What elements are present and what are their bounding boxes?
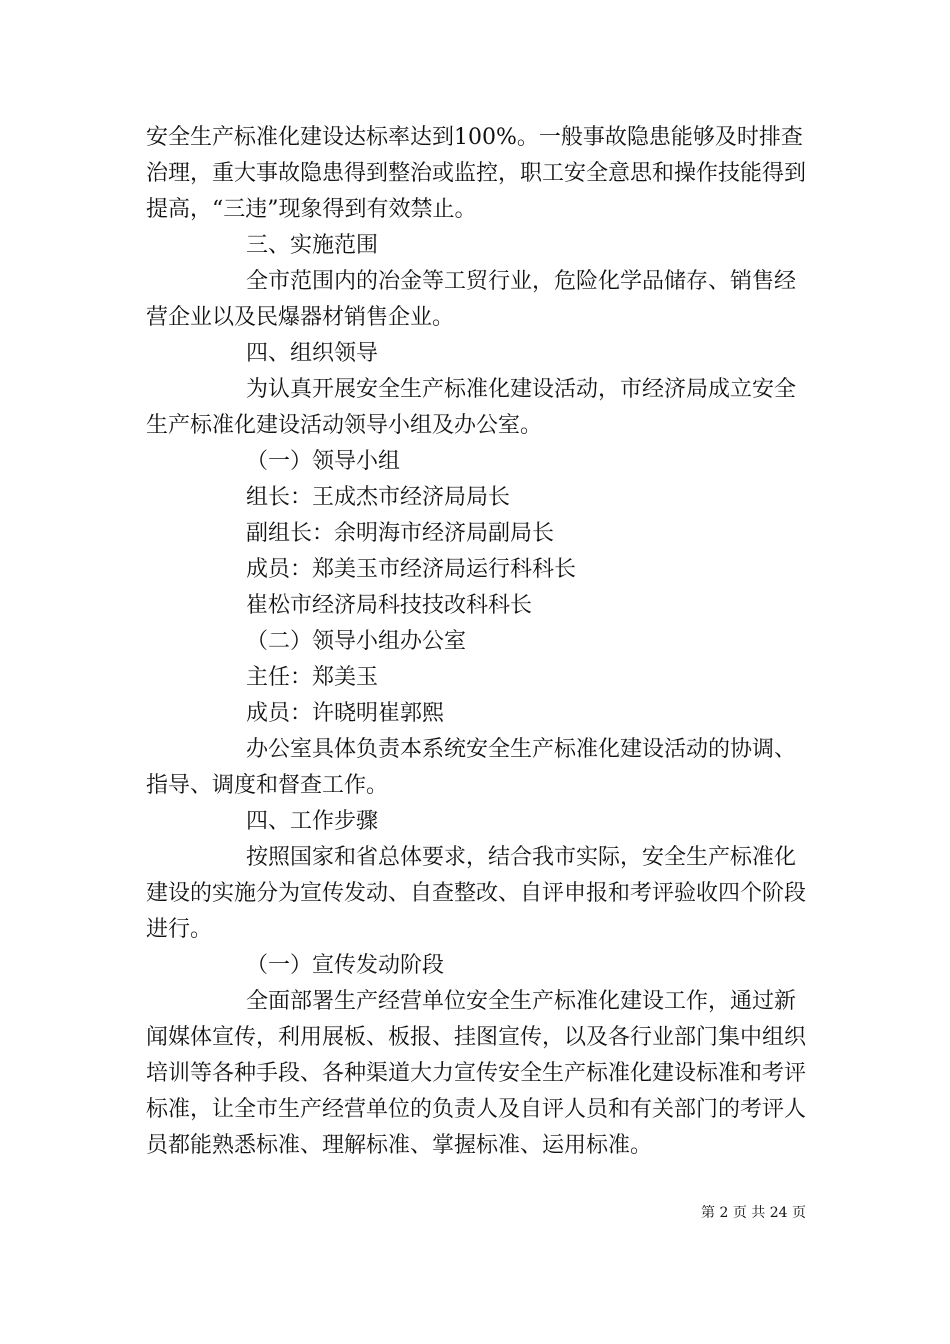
paragraph-organization: 为认真开展安全生产标准化建设活动，市经济局成立安全生产标准化建设活动领导小组及办公室。 — [146, 377, 797, 438]
heading-scope: 三、实施范围 — [246, 233, 379, 258]
document-body — [146, 120, 806, 1164]
paragraph-publicity-stage: 全面部署生产经营单位安全生产标准化建设工作，通过新闻媒体宣传，利用展板、板报、挂图宣传，以及各行业部门集中组织培训等各种手段、各种渠道大力宣传安全生产标准化建设标准和考评标准，让全市生产经营单位的负责人及自评人员和有关部门的考评人员都能熟悉标准、理解标准、掌握标准、运用标准。 — [146, 989, 807, 1158]
subheading-publicity-stage: （一）宣传发动阶段 — [246, 953, 445, 978]
heading-organization: 四、组织领导 — [246, 341, 379, 366]
subheading-leading-group: （一）领导小组 — [246, 449, 401, 474]
paragraph-target-rate: 安全生产标准化建设达标率达到100%。一般事故隐患能够及时排查治理，重大事故隐患得到整治或监控，职工安全意思和操作技能得到提高，“三违”现象得到有效禁止。 — [146, 125, 807, 222]
line-member-1: 成员：郑美玉市经济局运行科科长 — [246, 557, 577, 582]
paragraph-work-steps: 按照国家和省总体要求，结合我市实际，安全生产标准化建设的实施分为宣传发动、自查整改、自评申报和考评验收四个阶段进行。 — [146, 845, 807, 942]
line-office-director: 主任：郑美玉 — [246, 665, 379, 690]
subheading-office: （二）领导小组办公室 — [246, 629, 467, 654]
line-group-leader: 组长：王成杰市经济局局长 — [246, 485, 511, 510]
line-office-members: 成员：许晓明崔郭熙 — [246, 701, 445, 726]
paragraph-scope: 全市范围内的冶金等工贸行业，危险化学品储存、销售经营企业以及民爆器材销售企业。 — [146, 269, 797, 330]
heading-work-steps: 四、工作步骤 — [246, 809, 379, 834]
paragraph-office-duties: 办公室具体负责本系统安全生产标准化建设活动的协调、指导、调度和督查工作。 — [146, 737, 797, 798]
page-number-footer: 第 2 页 共 24 页 — [701, 1205, 806, 1221]
line-member-2: 崔松市经济局科技技改科科长 — [246, 593, 533, 618]
line-deputy-leader: 副组长：余明海市经济局副局长 — [246, 521, 555, 546]
